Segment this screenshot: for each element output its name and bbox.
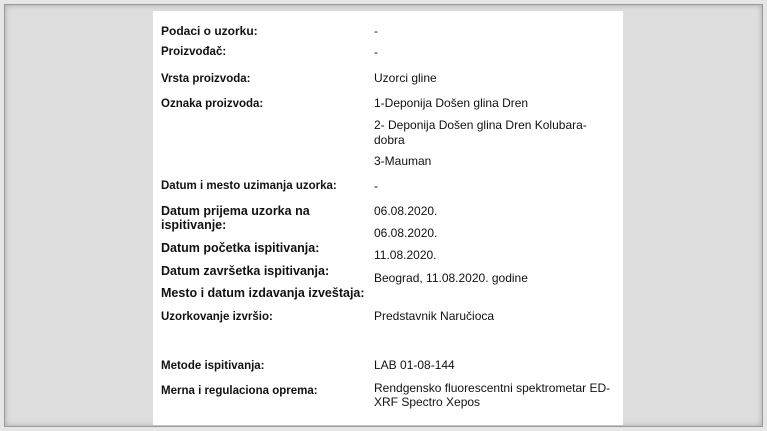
label-podaci-o-uzorku: Podaci o uzorku:: [161, 24, 258, 38]
label-datum-prijema-1: Datum prijema uzorka na: [161, 204, 310, 218]
label-proizvodjac: Proizvođač:: [161, 46, 227, 58]
label-mesto-izdavanja: Mesto i datum izdavanja izveštaja:: [161, 286, 365, 300]
value-datum-zavrsetka: 11.08.2020.: [374, 248, 437, 262]
label-uzorkovanje: Uzorkovanje izvršio:: [161, 311, 273, 323]
label-datum-mesto-uzimanja: Datum i mesto uzimanja uzorka:: [161, 180, 337, 192]
label-datum-prijema-2: ispitivanje:: [161, 218, 227, 232]
value-merna-oprema-1: Rendgensko fluorescentni spektrometar ED-: [374, 381, 611, 395]
label-datum-pocetka: Datum početka ispitivanja:: [161, 241, 320, 255]
value-vrsta-proizvoda: Uzorci gline: [374, 71, 437, 85]
value-oznaka-1: 1-Deponija Došen glina Dren: [374, 96, 529, 110]
label-metode-ispitivanja: Metode ispitivanja:: [161, 360, 265, 372]
value-mesto-izdavanja: Beograd, 11.08.2020. godine: [374, 271, 528, 285]
document-frame: [4, 4, 763, 427]
value-oznaka-2-cont: dobra: [374, 133, 405, 147]
value-datum-pocetka: 06.08.2020.: [374, 226, 438, 240]
value-datum-prijema: 06.08.2020.: [374, 204, 438, 218]
label-merna-oprema: Merna i regulaciona oprema:: [161, 385, 318, 397]
value-merna-oprema-2: XRF Spectro Xepos: [374, 395, 481, 409]
value-proizvodjac: -: [374, 45, 378, 59]
value-datum-mesto-uzimanja: -: [374, 179, 378, 193]
value-oznaka-2: 2- Deponija Došen glina Dren Kolubara-: [374, 118, 587, 132]
value-uzorkovanje: Predstavnik Naručioca: [374, 309, 495, 323]
label-oznaka-proizvoda: Oznaka proizvoda:: [161, 98, 264, 110]
value-podaci-o-uzorku: -: [374, 24, 378, 38]
document-page: [153, 11, 623, 425]
value-oznaka-3: 3-Mauman: [374, 154, 432, 168]
value-metode-ispitivanja: LAB 01-08-144: [374, 358, 455, 372]
label-datum-zavrsetka: Datum završetka ispitivanja:: [161, 264, 330, 278]
label-vrsta-proizvoda: Vrsta proizvoda:: [161, 73, 251, 85]
